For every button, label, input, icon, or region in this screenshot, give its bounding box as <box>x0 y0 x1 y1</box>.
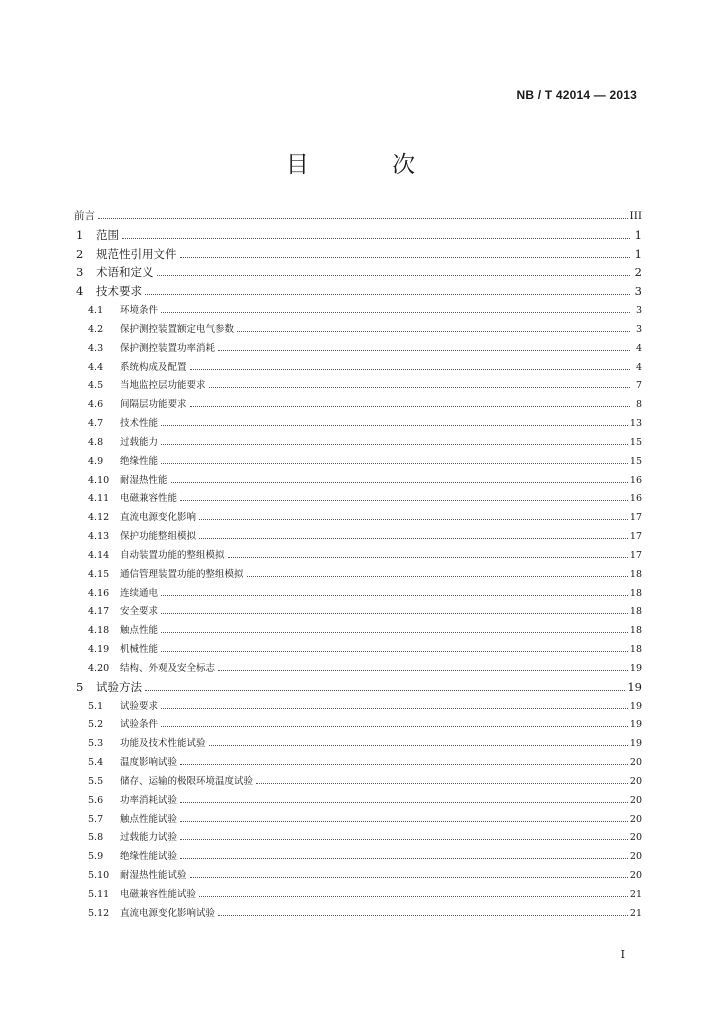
toc-entry-title: 触点性能 <box>120 625 159 637</box>
toc-entry-page: 2 <box>634 265 642 280</box>
toc-leader-dots <box>256 783 628 784</box>
toc-entry-page: 4 <box>635 361 642 373</box>
toc-entry-title: 系统构成及配置 <box>120 361 187 373</box>
toc-leader-dots <box>161 595 628 596</box>
toc-entry-number: 4.18 <box>88 625 110 637</box>
toc-entry[interactable] <box>74 679 642 698</box>
toc-entry-page: 3 <box>635 305 642 317</box>
toc-entry[interactable] <box>74 264 642 283</box>
toc-entry-number: 4.15 <box>88 568 110 580</box>
toc-entry[interactable] <box>74 490 642 509</box>
toc-entry-title: 储存、运输的极限环境温度试验 <box>120 775 254 787</box>
toc-entry-page: 17 <box>629 549 642 561</box>
toc-entry-number: 4.7 <box>88 418 104 430</box>
toc-entry-title: 触点性能试验 <box>120 813 178 825</box>
toc-entry-number: 3 <box>76 265 84 280</box>
toc-entry-number: 4.13 <box>88 531 110 543</box>
toc-entry-number: 4.12 <box>88 512 110 524</box>
toc-entry-number: 5.1 <box>88 700 104 712</box>
toc-entry[interactable] <box>74 283 642 302</box>
toc-leader-dots <box>190 877 628 878</box>
toc-entry[interactable] <box>74 829 642 848</box>
toc-entry-page: 16 <box>629 493 642 505</box>
toc-entry-page: 4 <box>635 342 642 354</box>
toc-entry-page: 19 <box>629 738 642 750</box>
toc-entry-number: 5.11 <box>88 888 110 900</box>
toc-entry-number: 4.4 <box>88 361 104 373</box>
toc-entry-title: 功能及技术性能试验 <box>120 738 206 750</box>
toc-entry[interactable] <box>74 622 642 641</box>
toc-entry-number: 5 <box>76 679 84 694</box>
toc-leader-dots <box>180 500 628 501</box>
toc-entry-number: 5.3 <box>88 738 104 750</box>
toc-entry[interactable] <box>74 585 642 604</box>
toc-entry-number: 5.12 <box>88 907 110 919</box>
toc-entry-title: 绝缘性能试验 <box>120 851 178 863</box>
toc-entry-title: 当地监控层功能要求 <box>120 380 206 392</box>
toc-entry[interactable] <box>74 434 642 453</box>
toc-entry-title: 保护测控装置额定电气参数 <box>120 323 235 335</box>
toc-leader-dots <box>247 576 628 577</box>
toc-entry-title: 功率消耗试验 <box>120 794 178 806</box>
toc-entry-number: 5.9 <box>88 851 104 863</box>
toc-entry-page: 20 <box>629 775 642 787</box>
toc-leader-dots <box>161 726 628 727</box>
toc-entry-page: 3 <box>635 323 642 335</box>
toc-leader-dots <box>161 463 628 464</box>
toc-entry-page: 1 <box>634 246 642 261</box>
toc-entry-title: 保护测控装置功率消耗 <box>120 342 216 354</box>
toc-entry[interactable] <box>74 848 642 867</box>
toc-entry[interactable] <box>74 603 642 622</box>
toc-leader-dots <box>218 915 628 916</box>
toc-entry[interactable] <box>74 754 642 773</box>
toc-entry[interactable] <box>74 867 642 886</box>
toc-entry-page: 16 <box>629 474 642 486</box>
toc-leader-dots <box>199 538 628 539</box>
toc-leader-dots <box>180 764 628 765</box>
toc-entry-title: 范围 <box>96 227 119 242</box>
toc-leader-dots <box>161 425 628 426</box>
toc-entry-title: 试验方法 <box>96 679 142 694</box>
toc-entry-page: 19 <box>627 679 642 694</box>
toc-entry[interactable] <box>74 208 642 227</box>
toc-entry-page: 21 <box>629 888 642 900</box>
toc-entry-page: 13 <box>629 418 642 430</box>
toc-leader-dots <box>209 745 628 746</box>
toc-entry-page: 20 <box>629 851 642 863</box>
toc-entry-number: 2 <box>76 246 84 261</box>
toc-leader-dots <box>218 350 630 351</box>
toc-entry[interactable] <box>74 472 642 491</box>
toc-entry-number: 5.8 <box>88 832 104 844</box>
toc-entry-page: 20 <box>629 813 642 825</box>
toc-leader-dots <box>209 387 630 388</box>
toc-leader-dots <box>180 257 631 258</box>
toc-leader-dots <box>199 519 628 520</box>
toc-entry-title: 绝缘性能 <box>120 455 159 467</box>
toc-entry-page: 20 <box>629 794 642 806</box>
toc-entry-page: 19 <box>629 662 642 674</box>
toc-entry-page: 19 <box>629 719 642 731</box>
toc-entry-page: 15 <box>629 455 642 467</box>
toc-entry[interactable] <box>74 415 642 434</box>
toc-entry-title: 规范性引用文件 <box>96 246 177 261</box>
toc-entry-page: 7 <box>635 380 642 392</box>
toc-entry[interactable] <box>74 773 642 792</box>
toc-leader-dots <box>161 708 628 709</box>
toc-entry[interactable] <box>74 377 642 396</box>
toc-entry[interactable] <box>74 302 642 321</box>
toc-entry-page: 8 <box>635 399 642 411</box>
toc-entry[interactable] <box>74 528 642 547</box>
toc-entry-page: 18 <box>629 587 642 599</box>
toc-entry-title: 间隔层功能要求 <box>120 399 187 411</box>
toc-leader-dots <box>190 369 630 370</box>
toc-entry-title: 试验要求 <box>120 700 159 712</box>
toc-entry-title: 直流电源变化影响试验 <box>120 907 216 919</box>
toc-entry[interactable] <box>74 905 642 924</box>
toc-entry[interactable] <box>74 340 642 359</box>
toc-entry-number: 5.7 <box>88 813 104 825</box>
toc-entry[interactable] <box>74 792 642 811</box>
toc-entry-title: 保护功能整组模拟 <box>120 531 197 543</box>
toc-entry[interactable] <box>74 735 642 754</box>
toc-leader-dots <box>161 651 628 652</box>
toc-entry-number: 4.1 <box>88 305 104 317</box>
toc-entry-title: 过载能力试验 <box>120 832 178 844</box>
toc-entry-page: 18 <box>629 568 642 580</box>
toc-entry-number: 4.14 <box>88 549 110 561</box>
toc-entry-title: 温度影响试验 <box>120 757 178 769</box>
toc-entry-page: 20 <box>629 832 642 844</box>
toc-leader-dots <box>171 482 628 483</box>
toc-entry-page: 21 <box>629 907 642 919</box>
page-number: I <box>620 948 625 961</box>
toc-leader-dots <box>157 275 631 276</box>
toc-entry-number: 5.10 <box>88 869 110 881</box>
toc-entry-title: 试验条件 <box>120 719 159 731</box>
toc-leader-dots <box>199 896 628 897</box>
toc-entry-page: 1 <box>634 227 642 242</box>
toc-entry-number: 4.2 <box>88 323 104 335</box>
toc-entry[interactable] <box>74 811 642 830</box>
toc-entry-number: 5.5 <box>88 775 104 787</box>
toc-leader-dots <box>161 444 628 445</box>
toc-leader-dots <box>145 294 630 295</box>
toc-leader-dots <box>180 802 628 803</box>
toc-entry-number: 4.17 <box>88 606 110 618</box>
toc-leader-dots <box>161 613 628 614</box>
toc-entry-number: 1 <box>76 227 84 242</box>
toc-entry-number: 4.10 <box>88 474 110 486</box>
toc-leader-dots <box>237 331 630 332</box>
toc-entry[interactable] <box>74 716 642 735</box>
toc-entry-title: 电磁兼容性能试验 <box>120 888 197 900</box>
toc-entry-title: 自动装置功能的整组模拟 <box>120 549 225 561</box>
toc-entry-page: 20 <box>629 757 642 769</box>
toc-entry-title: 过载能力 <box>120 436 159 448</box>
toc-leader-dots <box>98 218 628 219</box>
toc-entry-page: 18 <box>629 644 642 656</box>
toc-entry-page: III <box>629 210 642 222</box>
toc-leader-dots <box>218 670 628 671</box>
toc-entry-number: 4.9 <box>88 455 104 467</box>
toc-entry[interactable] <box>74 509 642 528</box>
toc-entry-page: 15 <box>629 436 642 448</box>
toc-entry-title: 机械性能 <box>120 644 159 656</box>
toc-entry-page: 19 <box>629 700 642 712</box>
toc-entry-title: 技术性能 <box>120 418 159 430</box>
toc-entry-title: 术语和定义 <box>96 265 154 280</box>
toc-entry-title: 通信管理装置功能的整组模拟 <box>120 568 244 580</box>
toc-entry-number: 5.2 <box>88 719 104 731</box>
toc-entry[interactable] <box>74 453 642 472</box>
toc-leader-dots <box>161 632 628 633</box>
toc-entry-title: 安全要求 <box>120 606 159 618</box>
toc-entry[interactable] <box>74 698 642 717</box>
toc-entry-number: 5.6 <box>88 794 104 806</box>
toc-entry-page: 17 <box>629 512 642 524</box>
toc-leader-dots <box>180 839 628 840</box>
toc-entry[interactable] <box>74 641 642 660</box>
toc-entry-page: 18 <box>629 606 642 618</box>
toc-entry-title: 电磁兼容性能 <box>120 493 178 505</box>
toc-entry-title: 结构、外观及安全标志 <box>120 662 216 674</box>
toc-entry[interactable] <box>74 396 642 415</box>
toc-entry-title: 技术要求 <box>96 284 142 299</box>
toc-entry-number: 5.4 <box>88 757 104 769</box>
toc-leader-dots <box>180 821 628 822</box>
toc-leader-dots <box>161 312 630 313</box>
toc-leader-dots <box>180 858 628 859</box>
toc-entry-number: 4.19 <box>88 644 110 656</box>
toc-entry-number: 4 <box>76 284 84 299</box>
toc-entry-number: 4.3 <box>88 342 104 354</box>
toc-entry[interactable] <box>74 227 642 246</box>
standard-code: NB / T 42014 — 2013 <box>516 88 637 102</box>
toc-entry-number: 4.5 <box>88 380 104 392</box>
toc-entry[interactable] <box>74 321 642 340</box>
toc-entry-page: 18 <box>629 625 642 637</box>
toc-entry-number: 4.8 <box>88 436 104 448</box>
toc-entry-title: 耐湿热性能试验 <box>120 869 187 881</box>
toc-entry-page: 17 <box>629 531 642 543</box>
toc-entry[interactable] <box>74 246 642 265</box>
toc-entry-title: 直流电源变化影响 <box>120 512 197 524</box>
toc-entry[interactable] <box>74 886 642 905</box>
toc-entry-number: 4.16 <box>88 587 110 599</box>
toc-entry-title: 前言 <box>74 210 95 222</box>
toc-leader-dots <box>122 238 630 239</box>
page-title: 目 次 <box>285 152 454 178</box>
toc-entry-title: 耐湿热性能 <box>120 474 168 486</box>
toc-leader-dots <box>190 406 630 407</box>
toc-entry-page: 20 <box>629 869 642 881</box>
toc-entry[interactable] <box>74 359 642 378</box>
toc-entry[interactable] <box>74 547 642 566</box>
table-of-contents <box>74 208 642 923</box>
toc-entry-title: 连续通电 <box>120 587 159 599</box>
toc-leader-dots <box>145 690 625 691</box>
toc-entry-title: 环境条件 <box>120 305 159 317</box>
toc-entry[interactable] <box>74 566 642 585</box>
toc-leader-dots <box>228 557 628 558</box>
toc-entry-number: 4.6 <box>88 399 104 411</box>
toc-entry-number: 4.20 <box>88 662 110 674</box>
toc-entry-number: 4.11 <box>88 493 110 505</box>
toc-entry-page: 3 <box>634 284 642 299</box>
toc-entry[interactable] <box>74 660 642 679</box>
